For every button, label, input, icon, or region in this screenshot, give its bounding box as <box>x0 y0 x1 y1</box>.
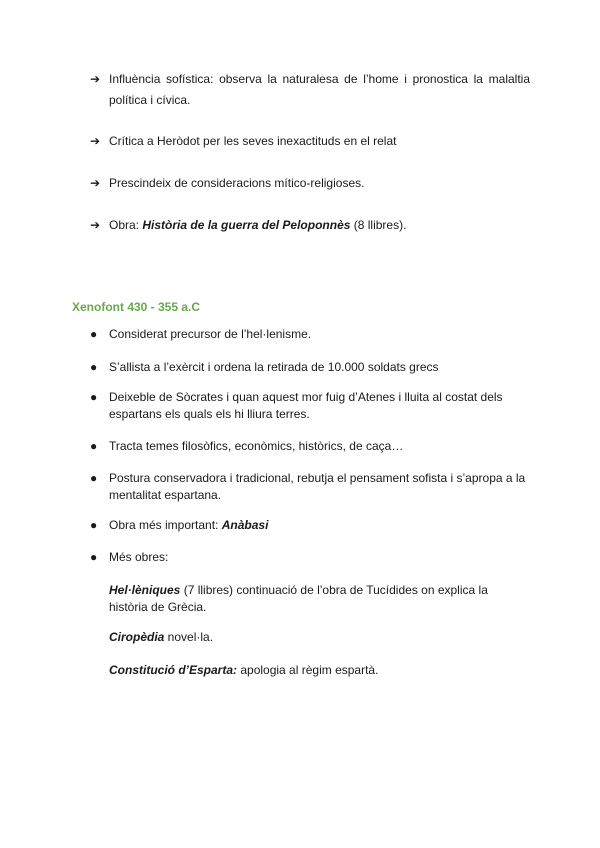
arrow-right-icon: ➔ <box>90 72 101 86</box>
point-text: Postura conservadora i tradicional, rebutja el pensament sofista i s’apropa a la mentalitat espartana. <box>109 471 526 502</box>
main-work-prefix: Obra més important: <box>109 518 222 532</box>
work-constitution-sparta <box>109 662 529 679</box>
bullet-icon: ● <box>90 550 98 564</box>
bullet-icon: ● <box>90 390 98 404</box>
work-hellenica <box>109 582 529 616</box>
work-title: Constitució d’Esparta: <box>109 663 238 677</box>
point-text: Crítica a Heròdot per les seves inexactituds en el relat <box>109 134 397 148</box>
point-text: S’allista a l’exèrcit i ordena la retirada de 10.000 soldats grecs <box>109 360 439 374</box>
point-text: Deixeble de Sòcrates i quan aquest mor fuig d’Atenes i lluita al costat dels espartans els quals els hi lliura terres. <box>109 390 503 421</box>
bullet-point-topics <box>90 438 530 455</box>
bullet-icon: ● <box>90 439 98 453</box>
bullet-point-socrates <box>90 389 530 423</box>
work-description: (7 llibres) continuació de l’obra de Tucídides on explica la història de Grècia. <box>109 583 488 614</box>
work-description: apologia al règim espartà. <box>237 663 379 677</box>
bullet-point-hellenism <box>90 326 530 343</box>
point-text: Prescindeix de consideracions mítico-religioses. <box>109 176 365 190</box>
arrow-right-icon: ➔ <box>90 176 101 190</box>
arrow-point-work <box>90 215 530 236</box>
point-text: Més obres: <box>109 550 169 564</box>
bullet-icon: ● <box>90 327 98 341</box>
arrow-point-mythic-religious <box>90 173 530 194</box>
arrow-point-herodotus-critique <box>90 131 530 152</box>
bullet-icon: ● <box>90 518 98 532</box>
work-description: novel·la. <box>164 630 214 644</box>
bullet-icon: ● <box>90 471 98 485</box>
bullet-point-more-works <box>90 549 530 566</box>
bullet-point-conservative <box>90 470 530 504</box>
point-text: Considerat precursor de l’hel·lenisme. <box>109 327 312 341</box>
work-prefix: Obra: <box>109 218 143 232</box>
work-title: Ciropèdia <box>109 630 165 644</box>
point-text: Tracta temes filosòfics, econòmics, històrics, de caça… <box>109 439 404 453</box>
arrow-right-icon: ➔ <box>90 134 101 148</box>
work-cyropaedia <box>109 629 529 646</box>
main-work-title: Anàbasi <box>221 518 269 532</box>
bullet-point-army <box>90 359 530 376</box>
bullet-point-main-work <box>90 517 530 534</box>
arrow-right-icon: ➔ <box>90 218 101 232</box>
work-title: Història de la guerra del Peloponnès <box>142 218 351 232</box>
work-suffix: (8 llibres). <box>350 218 407 232</box>
point-text: Influència sofística: observa la naturalesa de l’home i pronostica la malaltia política i cívica. <box>109 72 530 107</box>
arrow-point-sophistic-influence <box>90 69 530 111</box>
point-text <box>109 215 530 236</box>
work-title: Hel·lèniques <box>109 583 181 597</box>
bullet-icon: ● <box>90 360 98 374</box>
point-text <box>109 517 530 534</box>
section-heading-xenofont: Xenofont 430 - 355 a.C <box>72 300 201 314</box>
